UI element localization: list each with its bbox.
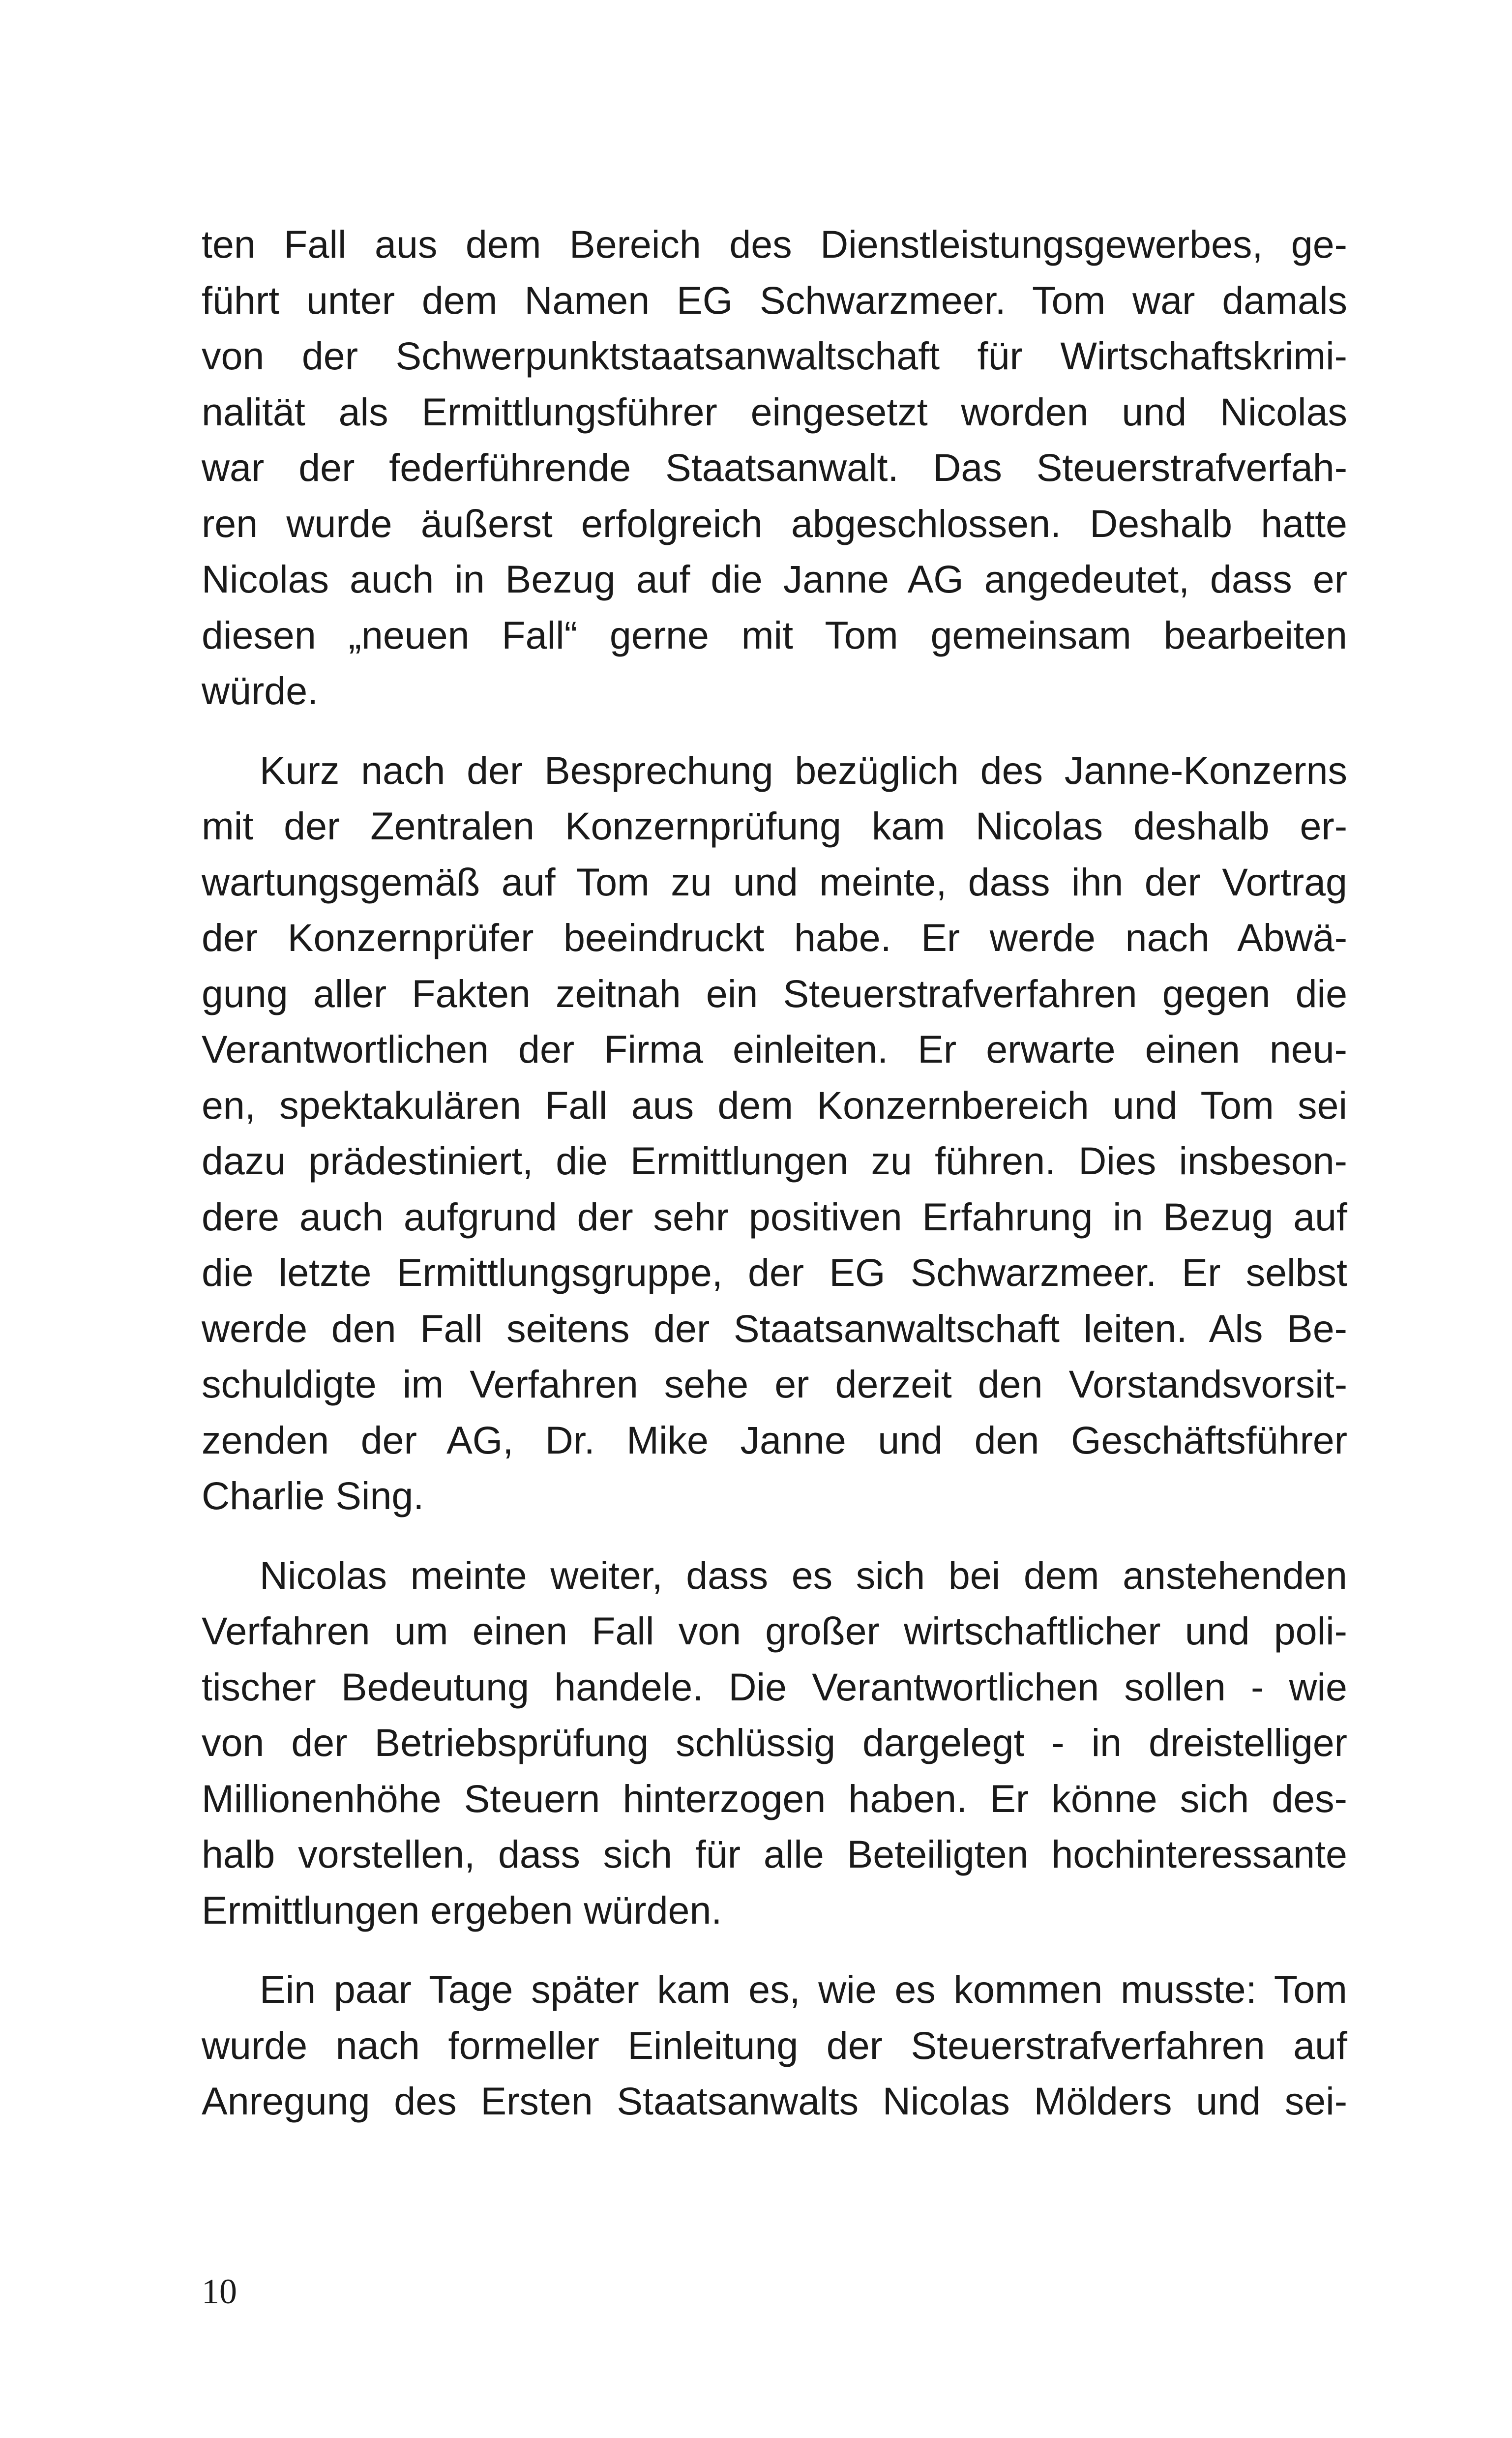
paragraph-3 xyxy=(202,1547,1347,1938)
text-line: ten Fall aus dem Bereich des Dienstleistungsgewerbes, ge- xyxy=(202,222,1347,266)
text-line: die letzte Ermittlungsgruppe, der EG Schwarzmeer. Er selbst xyxy=(202,1250,1347,1294)
text-line: werde den Fall seitens der Staatsanwaltschaft leiten. Als Be- xyxy=(202,1306,1347,1350)
text-line: schuldigte im Verfahren sehe er derzeit den Vorstandsvorsit- xyxy=(202,1362,1347,1406)
text-line: wartungsgemäß auf Tom zu und meinte, dass ihn der Vortrag xyxy=(202,860,1347,904)
text-line: Anregung des Ersten Staatsanwalts Nicolas Mölders und sei- xyxy=(202,2079,1347,2123)
text-line: tischer Bedeutung handele. Die Verantwortlichen sollen - wie xyxy=(202,1665,1347,1709)
text-line: wurde nach formeller Einleitung der Steuerstrafverfahren auf xyxy=(202,2023,1347,2067)
text-line: Charlie Sing. xyxy=(202,1474,424,1517)
page-number: 10 xyxy=(202,2272,237,2311)
text-line: Millionenhöhe Steuern hinterzogen haben. Er könne sich des- xyxy=(202,1776,1347,1820)
text-line: Ein paar Tage später kam es, wie es kommen musste: Tom xyxy=(260,1967,1347,2011)
text-line: war der federführende Staatsanwalt. Das Steuerstrafverfah- xyxy=(202,446,1347,489)
text-line: führt unter dem Namen EG Schwarzmeer. Tom war damals xyxy=(202,278,1347,322)
text-line: Verantwortlichen der Firma einleiten. Er erwarte einen neu- xyxy=(202,1027,1347,1071)
text-line: dazu prädestiniert, die Ermittlungen zu führen. Dies insbeson- xyxy=(202,1139,1347,1183)
text-line: Nicolas meinte weiter, dass es sich bei dem anstehenden xyxy=(260,1553,1347,1597)
paragraph-2 xyxy=(202,743,1347,1524)
text-line: dere auch aufgrund der sehr positiven Erfahrung in Bezug auf xyxy=(202,1194,1347,1239)
text-line: halb vorstellen, dass sich für alle Beteiligten hochinteressante xyxy=(202,1832,1347,1876)
paragraph-1 xyxy=(202,216,1347,719)
text-line: nalität als Ermittlungsführer eingesetzt worden und Nicolas xyxy=(202,389,1347,434)
paragraph-4 xyxy=(202,1962,1347,2129)
text-line: Ermittlungen ergeben würden. xyxy=(202,1888,722,1932)
text-line: von der Schwerpunktstaatsanwaltschaft für Wirtschaftskrimi- xyxy=(202,334,1347,378)
text-line: zenden der AG, Dr. Mike Janne und den Geschäftsführer xyxy=(202,1418,1347,1462)
text-line: würde. xyxy=(202,669,319,713)
text-line: Nicolas auch in Bezug auf die Janne AG angedeutet, dass er xyxy=(202,557,1347,601)
text-line: Kurz nach der Besprechung bezüglich des Janne-Konzerns xyxy=(260,748,1347,792)
text-line: ren wurde äußerst erfolgreich abgeschlossen. Deshalb hatte xyxy=(202,501,1347,545)
text-line: gung aller Fakten zeitnah ein Steuerstrafverfahren gegen die xyxy=(202,971,1347,1015)
text-line: en, spektakulären Fall aus dem Konzernbereich und Tom sei xyxy=(202,1083,1347,1127)
text-line: mit der Zentralen Konzernprüfung kam Nicolas deshalb er- xyxy=(202,804,1347,848)
body-text xyxy=(202,216,1347,2153)
text-line: Verfahren um einen Fall von großer wirtschaftlicher und poli- xyxy=(202,1609,1347,1653)
text-line: der Konzernprüfer beeindruckt habe. Er werde nach Abwä- xyxy=(202,916,1347,959)
text-line: diesen „neuen Fall“ gerne mit Tom gemeinsam bearbeiten xyxy=(202,613,1347,657)
text-line: von der Betriebsprüfung schlüssig dargelegt - in dreistelliger xyxy=(202,1721,1347,1764)
